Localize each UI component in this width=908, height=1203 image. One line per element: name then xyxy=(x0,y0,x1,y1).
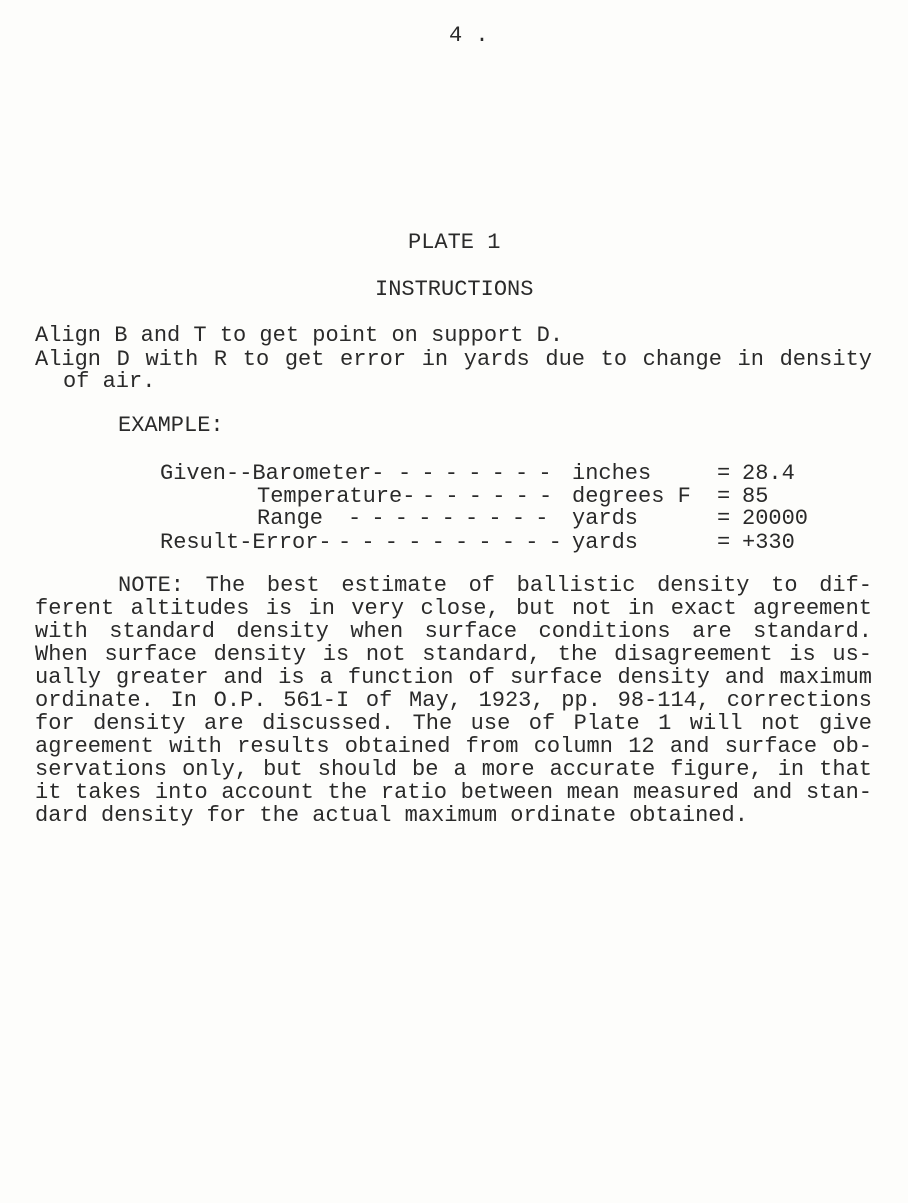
row-unit: yards xyxy=(572,506,639,531)
page-number: 4 . xyxy=(449,23,489,48)
row-unit: yards xyxy=(572,530,639,555)
row-value: 85 xyxy=(742,484,769,509)
row-unit: inches xyxy=(572,461,652,486)
row-label: Result-Error- xyxy=(160,530,332,555)
row-label: Range xyxy=(257,506,324,531)
note-line: ually greater and is a function of surface density and maximum xyxy=(35,665,872,690)
row-label: Given--Barometer- xyxy=(160,461,385,486)
note-line: ferent altitudes is in very close, but not in exact agreement xyxy=(35,596,872,621)
instruction-line: Align B and T to get point on support D. xyxy=(35,323,564,348)
note-line: ordinate. In O.P. 561-I of May, 1923, pp. 98-114, corrections xyxy=(35,688,872,713)
row-dashes: - - - - - - - - - xyxy=(348,506,547,531)
plate-title: PLATE 1 xyxy=(408,230,501,255)
example-label: EXAMPLE: xyxy=(118,413,224,438)
note-line: When surface density is not standard, the disagreement is us- xyxy=(35,642,872,667)
note-line: NOTE: The best estimate of ballistic density to dif- xyxy=(118,573,872,598)
row-value: 20000 xyxy=(742,506,809,531)
row-value: 28.4 xyxy=(742,461,795,486)
note-line: for density are discussed. The use of Plate 1 will not give xyxy=(35,711,872,736)
instruction-line: of air. xyxy=(63,369,156,394)
row-dashes: - - - - - - xyxy=(422,484,551,509)
row-unit: degrees F xyxy=(572,484,691,509)
row-eq: = xyxy=(717,461,731,486)
row-dashes: - - - - - - - xyxy=(398,461,551,486)
note-line: with standard density when surface conditions are standard. xyxy=(35,619,872,644)
section-heading: INSTRUCTIONS xyxy=(375,277,534,302)
row-value: +330 xyxy=(742,530,795,555)
note-line: it takes into account the ratio between mean measured and stan- xyxy=(35,780,872,805)
note-line: dard density for the actual maximum ordinate obtained. xyxy=(35,803,748,828)
row-eq: = xyxy=(717,506,731,531)
note-line: servations only, but should be a more accurate figure, in that xyxy=(35,757,872,782)
instruction-line: Align D with R to get error in yards due to change in density xyxy=(35,347,872,372)
note-line: agreement with results obtained from column 12 and surface ob- xyxy=(35,734,872,759)
row-label: Temperature- xyxy=(257,484,416,509)
row-eq: = xyxy=(717,530,731,555)
row-eq: = xyxy=(717,484,731,509)
row-dashes: - - - - - - - - - - xyxy=(338,530,561,555)
